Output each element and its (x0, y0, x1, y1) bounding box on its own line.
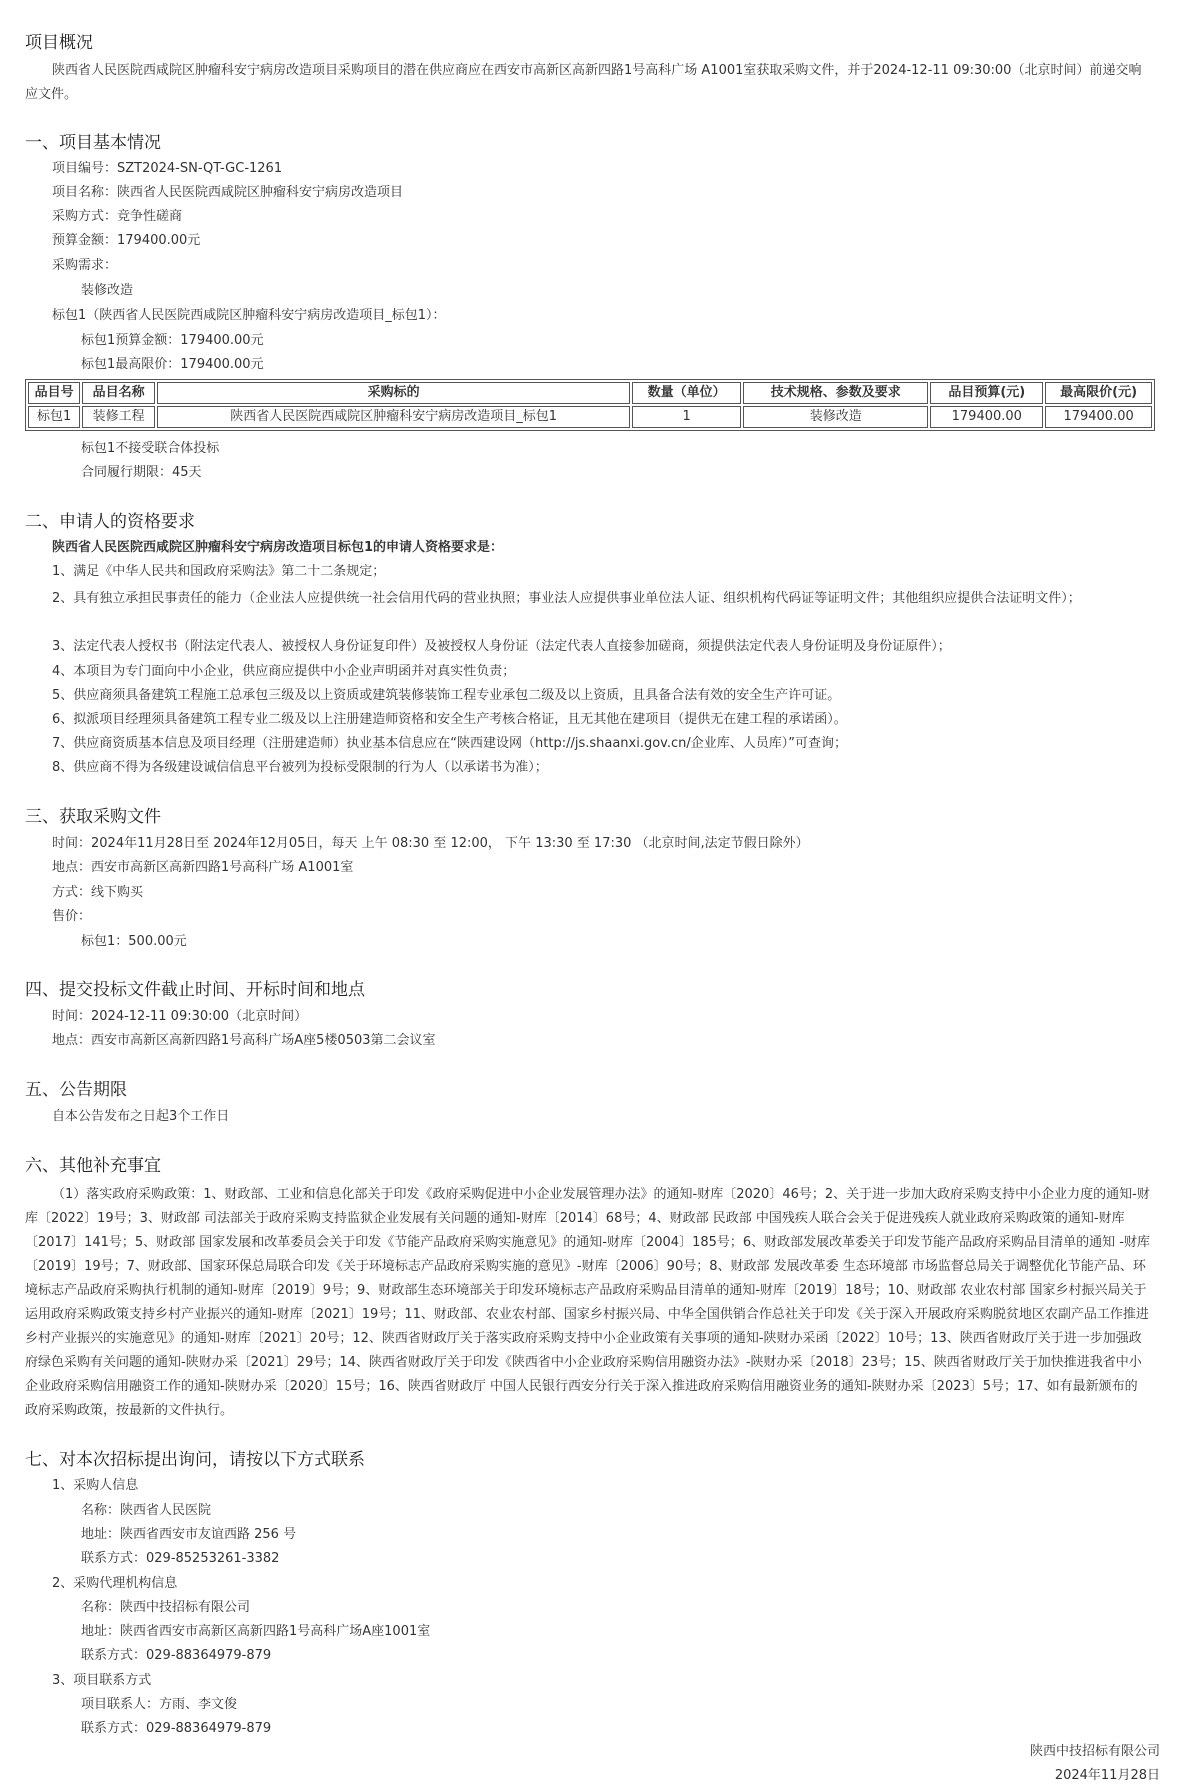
qualification-item: 1、满足《中华人民共和国政府采购法》第二十二条规定； (52, 564, 386, 579)
section-1-title: 一、项目基本情况 (25, 133, 161, 153)
table-header-row (28, 382, 1152, 404)
agent-phone: 联系方式：029-88364979-879 (81, 1648, 272, 1663)
table-header: 技术规格、参数及要求 (743, 382, 928, 404)
consortium-note: 标包1不接受联合体投标 (81, 441, 220, 456)
table-cell: 1 (632, 406, 741, 428)
qualification-item: 6、拟派项目经理须具备建筑工程专业二级及以上注册建造师资格和安全生产考核合格证，且无其他在建项目（提供无在建工程的承诺函）。 (52, 712, 847, 727)
table-header: 品目名称 (82, 382, 155, 404)
section-5-title: 五、公告期限 (25, 1080, 127, 1100)
purchaser-name: 名称：陕西省人民医院 (81, 1503, 212, 1518)
qualification-item: 3、法定代表人授权书（附法定代表人、被授权人身份证复印件）及被授权人身份证（法定代表人直接参加磋商，须提供法定代表人身份证明及身份证原件）； (52, 639, 951, 654)
purchaser-address: 地址：陕西省西安市友谊西路 256 号 (81, 1527, 297, 1542)
document-time: 时间：2024年11月28日至 2024年12月05日，每天 上午 08:30 至 12:00， 下午 13:30 至 17:30 （北京时间,法定节假日除外） (52, 836, 809, 851)
table-header: 品目预算(元) (930, 382, 1043, 404)
agent-name: 名称：陕西中技招标有限公司 (81, 1600, 251, 1615)
purchaser-phone: 联系方式：029-85253261-3382 (81, 1551, 280, 1566)
contact-person: 项目联系人：方雨、李文俊 (81, 1697, 238, 1712)
overview-title: 项目概况 (25, 33, 93, 53)
section-7-title: 七、对本次招标提出询问，请按以下方式联系 (25, 1450, 365, 1470)
deadline-place: 地点：西安市高新区高新四路1号高科广场A座5楼0503第二会议室 (52, 1033, 436, 1048)
table-header: 最高限价(元) (1045, 382, 1152, 404)
qualification-lead: 陕西省人民医院西咸院区肿瘤科安宁病房改造项目标包1的申请人资格要求是： (52, 540, 504, 555)
section-3-title: 三、获取采购文件 (25, 807, 161, 827)
table-header: 采购标的 (157, 382, 630, 404)
price-label: 售价： (52, 909, 92, 924)
section-4-title: 四、提交投标文件截止时间、开标时间和地点 (25, 980, 365, 1000)
table-row (28, 406, 1152, 428)
project-name: 项目名称：陕西省人民医院西咸院区肿瘤科安宁病房改造项目 (52, 185, 404, 200)
qualification-item: 2、具有独立承担民事责任的能力（企业法人应提供统一社会信用代码的营业执照；事业法人应提供事业单位法人证、组织机构代码证等证明文件；其他组织应提供合法证明文件）； (52, 591, 1081, 606)
lot-max-price: 标包1最高限价：179400.00元 (81, 357, 264, 372)
signature-date: 2024年11月28日 (1054, 1768, 1160, 1783)
qualification-item: 4、本项目为专门面向中小企业，供应商应提供中小企业声明函并对真实性负责； (52, 664, 516, 679)
procurement-method: 采购方式：竞争性磋商 (52, 209, 183, 224)
demand-label: 采购需求： (52, 258, 118, 273)
document-place: 地点：西安市高新区高新四路1号高科广场 A1001室 (52, 860, 354, 875)
lot-title: 标包1（陕西省人民医院西咸院区肿瘤科安宁病房改造项目_标包1）： (52, 308, 446, 323)
table-cell: 标包1 (28, 406, 80, 428)
table-header: 品目号 (28, 382, 80, 404)
overview-text: 陕西省人民医院西咸院区肿瘤科安宁病房改造项目采购项目的潜在供应商应在西安市高新区高新四路1号高科广场 A1001室获取采购文件，并于2024-12-11 09:30:00（北京时间）前递交响应文件。 (25, 63, 1142, 102)
qualification-item: 5、供应商须具备建筑工程施工总承包三级及以上资质或建筑装修装饰工程专业承包二级及以上资质，且具备合法有效的安全生产许可证。 (52, 688, 841, 703)
contact-phone: 联系方式：029-88364979-879 (81, 1721, 272, 1736)
table-cell: 179400.00 (1045, 406, 1152, 428)
table-cell: 陕西省人民医院西咸院区肿瘤科安宁病房改造项目_标包1 (157, 406, 630, 428)
purchaser-label: 1、采购人信息 (52, 1478, 139, 1493)
notice-period: 自本公告发布之日起3个工作日 (52, 1109, 230, 1124)
contact-label: 3、项目联系方式 (52, 1673, 152, 1688)
qualification-item: 8、供应商不得为各级建设诚信信息平台被列为投标受限制的行为人（以承诺书为准）； (52, 760, 548, 775)
signature-company: 陕西中技招标有限公司 (1029, 1744, 1160, 1759)
section-2-title: 二、申请人的资格要求 (25, 512, 195, 532)
table-cell: 装修工程 (82, 406, 155, 428)
agent-address: 地址：陕西省西安市高新区高新四路1号高科广场A座1001室 (81, 1624, 431, 1639)
table-header: 数量（单位） (632, 382, 741, 404)
price-value: 标包1：500.00元 (81, 934, 187, 949)
items-table (25, 379, 1155, 431)
budget-amount: 预算金额：179400.00元 (52, 233, 201, 248)
qualification-item: 7、供应商资质基本信息及项目经理（注册建造师）执业基本信息应在“陕西建设网（http://js.shaanxi.gov.cn/企业库、人员库）”可查询； (52, 736, 847, 751)
policy-text: （1）落实政府采购政策：1、财政部、工业和信息化部关于印发《政府采购促进中小企业发展管理办法》的通知-财库〔2020〕46号；2、关于进一步加大政府采购支持中小企业力度的通知-财库〔2022〕19号；3、财政部 司法部关于政府采购支持监狱企业发展有关问题的通知-财库〔2014〕68号；4、财政部 民政部 中国残疾人联合会关于促进残疾人就业政府采购政策的通知-财库〔2017〕141号；5、财政部 国家发展和改革委员会关于印发《节能产品政府采购实施意见》的通知-财库〔2004〕185号；6、财政部发展改革委关于印发节能产品政府采购品目清单的通知 -财库〔2019〕19号；7、财政部、国家环保总局联合印发《关于环境标志产品政府采购实施的意见》-财库〔2006〕90号；8、财政部 发展改革委 生态环境部 市场监督总局关于调整优化节能产品、环境标志产品政府采购执行机制的通知-财库〔2019〕9号；9、财政部生态环境部关于印发环境标志产品政府采购品目清单的通知-财库〔2019〕18号；10、财政部 农业农村部 国家乡村振兴局关于运用政府采购政策支持乡村产业振兴的通知-财库〔2021〕19号；11、财政部、农业农村部、国家乡村振兴局、中华全国供销合作总社关于印发《关于深入开展政府采购脱贫地区农副产品工作推进乡村产业振兴的实施意见》的通知-财库〔2021〕20号；12、陕西省财政厅关于落实政府采购支持中小企业政策有关事项的通知-陕财办采函〔2022〕10号；13、陕西省财政厅关于进一步加强政府绿色采购有关问题的通知-陕财办采〔2021〕29号；14、陕西省财政厅关于印发《陕西省中小企业政府采购信用融资办法》-陕财办采〔2018〕23号；15、陕西省财政厅关于加快推进我省中小企业政府采购信用融资工作的通知-陕财办采〔2020〕15号；16、陕西省财政厅 中国人民银行西安分行关于深入推进政府采购信用融资业务的通知-陕财办采〔2023〕5号；17、如有最新颁布的政府采购政策，按最新的文件执行。 (25, 1187, 1150, 1418)
demand-value: 装修改造 (81, 283, 134, 298)
deadline-time: 时间：2024-12-11 09:30:00（北京时间） (52, 1009, 308, 1024)
lot-budget: 标包1预算金额：179400.00元 (81, 333, 264, 348)
document-way: 方式：线下购买 (52, 885, 144, 900)
agent-label: 2、采购代理机构信息 (52, 1576, 178, 1591)
project-code: 项目编号：SZT2024-SN-QT-GC-1261 (52, 161, 283, 176)
table-cell: 装修改造 (743, 406, 928, 428)
section-6-title: 六、其他补充事宜 (25, 1156, 161, 1176)
table-cell: 179400.00 (930, 406, 1043, 428)
contract-period: 合同履行期限：45天 (81, 465, 202, 480)
